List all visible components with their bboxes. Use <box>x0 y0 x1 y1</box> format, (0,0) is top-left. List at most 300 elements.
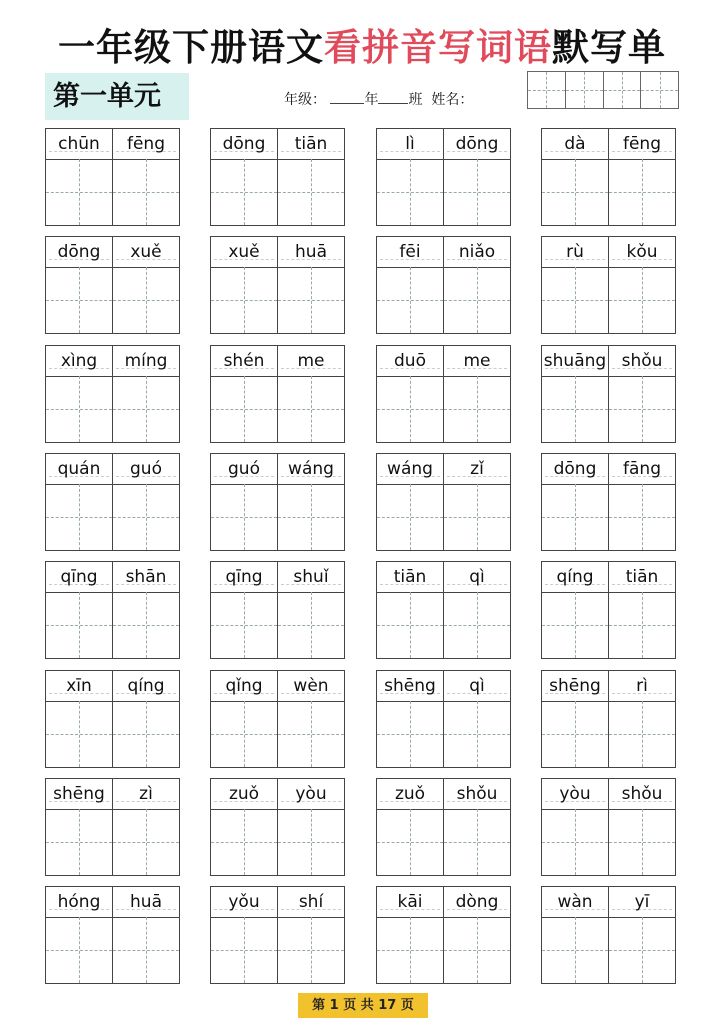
writing-area <box>377 701 510 767</box>
pinyin-text: fāng <box>623 459 661 479</box>
writing-area <box>377 917 510 983</box>
pinyin-cell <box>46 887 113 917</box>
pinyin-text: tiān <box>294 134 328 154</box>
writing-area <box>377 484 510 550</box>
tianzige-cell[interactable] <box>377 376 444 442</box>
writing-area <box>542 267 675 333</box>
pinyin-cell <box>377 671 444 701</box>
pinyin-cell <box>46 671 113 701</box>
pinyin-cell <box>444 562 510 592</box>
pinyin-text: shǒu <box>621 351 663 371</box>
word-card <box>210 128 345 226</box>
tianzige-cell[interactable] <box>46 809 113 875</box>
tianzige-cell[interactable] <box>278 701 344 767</box>
word-card <box>45 453 180 551</box>
pinyin-cell <box>444 237 510 267</box>
tianzige-cell[interactable] <box>211 376 278 442</box>
tianzige-cell[interactable] <box>609 159 675 225</box>
pinyin-row <box>46 346 179 377</box>
pinyin-row <box>377 779 510 810</box>
tianzige-cell[interactable] <box>46 917 113 983</box>
pinyin-text: dōng <box>553 459 597 479</box>
pinyin-row <box>46 562 179 593</box>
writing-area <box>211 267 344 333</box>
tianzige-cell[interactable] <box>46 701 113 767</box>
pinyin-cell <box>46 129 113 159</box>
pinyin-row <box>542 237 675 268</box>
pinyin-cell <box>377 129 444 159</box>
writing-area <box>542 484 675 550</box>
pinyin-row <box>377 562 510 593</box>
pinyin-text: dōng <box>57 242 101 262</box>
pinyin-cell <box>46 562 113 592</box>
tianzige-cell[interactable] <box>46 592 113 658</box>
word-card <box>45 345 180 443</box>
pinyin-cell <box>46 779 113 809</box>
tianzige-cell[interactable] <box>609 809 675 875</box>
pinyin-row <box>211 237 344 268</box>
pinyin-row <box>542 129 675 160</box>
pinyin-row <box>211 346 344 377</box>
writing-area <box>377 376 510 442</box>
tianzige-cell[interactable] <box>113 917 179 983</box>
writing-area <box>211 484 344 550</box>
pinyin-text: qīng <box>60 567 98 587</box>
pinyin-text: zuǒ <box>394 784 426 804</box>
tianzige-cell[interactable] <box>278 267 344 333</box>
pinyin-cell <box>211 562 278 592</box>
tianzige-cell[interactable] <box>542 917 609 983</box>
tianzige-cell[interactable] <box>46 484 113 550</box>
pinyin-text: tiān <box>625 567 659 587</box>
pinyin-text: shǒu <box>621 784 663 804</box>
pinyin-cell <box>113 454 179 484</box>
tianzige-cell[interactable] <box>113 376 179 442</box>
pinyin-row <box>46 237 179 268</box>
pinyin-cell <box>542 129 609 159</box>
word-card <box>541 128 676 226</box>
tianzige-cell[interactable] <box>542 267 609 333</box>
word-card <box>541 453 676 551</box>
pinyin-cell <box>46 454 113 484</box>
word-card <box>210 345 345 443</box>
writing-area <box>46 701 179 767</box>
pinyin-text: shǒu <box>456 784 498 804</box>
title-part-2: 默写单 <box>552 25 666 69</box>
pinyin-cell <box>113 671 179 701</box>
tianzige-cell[interactable] <box>542 809 609 875</box>
pinyin-cell <box>211 454 278 484</box>
pinyin-text: tiān <box>393 567 427 587</box>
tianzige-cell[interactable] <box>542 701 609 767</box>
pinyin-text: qǐng <box>225 676 263 696</box>
tianzige-cell[interactable] <box>211 701 278 767</box>
pinyin-cell <box>444 454 510 484</box>
writing-area <box>542 376 675 442</box>
pinyin-text: fēi <box>399 242 421 262</box>
pinyin-text: dà <box>564 134 586 154</box>
pinyin-row <box>377 887 510 918</box>
word-card <box>210 453 345 551</box>
pinyin-text: shēng <box>53 784 105 804</box>
tianzige-cell[interactable] <box>113 159 179 225</box>
pinyin-cell <box>444 887 510 917</box>
pinyin-cell <box>542 237 609 267</box>
tianzige-cell[interactable] <box>377 917 444 983</box>
writing-area <box>211 917 344 983</box>
pinyin-cell <box>542 562 609 592</box>
word-card <box>541 561 676 659</box>
tianzige-cell[interactable] <box>444 267 510 333</box>
pinyin-cell <box>609 346 675 376</box>
word-card <box>376 778 511 876</box>
word-card <box>376 128 511 226</box>
pinyin-cell <box>609 887 675 917</box>
tianzige-cell[interactable] <box>211 267 278 333</box>
pinyin-cell <box>609 237 675 267</box>
tianzige-cell[interactable] <box>444 484 510 550</box>
pinyin-cell <box>46 346 113 376</box>
pinyin-cell <box>113 779 179 809</box>
tianzige-cell[interactable] <box>113 484 179 550</box>
pinyin-cell <box>444 671 510 701</box>
pinyin-text: huā <box>295 242 327 262</box>
tianzige-cell[interactable] <box>211 484 278 550</box>
pinyin-cell <box>542 779 609 809</box>
pinyin-text: wàn <box>557 892 593 912</box>
word-card <box>210 236 345 334</box>
pinyin-row <box>211 129 344 160</box>
pinyin-text: xuě <box>228 242 260 262</box>
word-card <box>376 345 511 443</box>
tianzige-cell[interactable] <box>211 809 278 875</box>
pinyin-text: shuǐ <box>293 567 329 587</box>
tianzige-cell[interactable] <box>542 376 609 442</box>
pinyin-cell <box>542 887 609 917</box>
pinyin-cell <box>278 454 344 484</box>
pinyin-text: shēng <box>384 676 436 696</box>
writing-area <box>542 701 675 767</box>
pinyin-cell <box>377 237 444 267</box>
name-cell[interactable] <box>528 72 566 108</box>
tianzige-cell[interactable] <box>113 809 179 875</box>
pinyin-text: huā <box>130 892 162 912</box>
pinyin-cell <box>211 237 278 267</box>
writing-area <box>46 267 179 333</box>
pinyin-text: zuǒ <box>228 784 260 804</box>
pinyin-cell <box>46 237 113 267</box>
pinyin-text: dòng <box>455 892 499 912</box>
word-card <box>376 670 511 768</box>
pinyin-cell <box>211 346 278 376</box>
tianzige-cell[interactable] <box>113 267 179 333</box>
writing-area <box>542 809 675 875</box>
pinyin-text: qì <box>469 676 485 696</box>
tianzige-cell[interactable] <box>278 484 344 550</box>
tianzige-cell[interactable] <box>278 376 344 442</box>
tianzige-cell[interactable] <box>444 592 510 658</box>
word-card <box>210 886 345 984</box>
pinyin-row <box>46 887 179 918</box>
pinyin-cell <box>113 562 179 592</box>
pinyin-row <box>46 454 179 485</box>
pinyin-text: rù <box>566 242 584 262</box>
pinyin-cell <box>377 454 444 484</box>
tianzige-cell[interactable] <box>444 701 510 767</box>
name-cell[interactable] <box>641 72 678 108</box>
pinyin-cell <box>542 454 609 484</box>
word-card <box>210 670 345 768</box>
word-card <box>376 561 511 659</box>
tianzige-cell[interactable] <box>211 917 278 983</box>
writing-area <box>377 809 510 875</box>
pinyin-text: yòu <box>295 784 327 804</box>
pinyin-text: yī <box>634 892 650 912</box>
word-card <box>541 886 676 984</box>
pinyin-row <box>542 346 675 377</box>
pinyin-row <box>377 671 510 702</box>
pinyin-text: me <box>463 351 491 371</box>
word-card <box>45 128 180 226</box>
writing-area <box>211 376 344 442</box>
pinyin-text: kǒu <box>626 242 658 262</box>
pinyin-cell <box>377 779 444 809</box>
writing-area <box>211 809 344 875</box>
writing-area <box>46 917 179 983</box>
writing-area <box>542 159 675 225</box>
pinyin-text: zǐ <box>470 459 484 479</box>
pinyin-cell <box>278 779 344 809</box>
pinyin-cell <box>444 779 510 809</box>
pinyin-text: dōng <box>455 134 499 154</box>
pinyin-cell <box>444 346 510 376</box>
pinyin-row <box>211 887 344 918</box>
pinyin-cell <box>278 237 344 267</box>
pinyin-cell <box>211 779 278 809</box>
title-part-highlight: 看拼音写词语 <box>324 25 552 69</box>
title-part-1: 一年级下册语文 <box>58 25 324 69</box>
pinyin-text: dōng <box>222 134 266 154</box>
pinyin-row <box>377 129 510 160</box>
year-blank[interactable] <box>330 89 364 104</box>
pinyin-row <box>211 562 344 593</box>
tianzige-cell[interactable] <box>542 484 609 550</box>
writing-area <box>211 592 344 658</box>
word-card <box>376 886 511 984</box>
tianzige-cell[interactable] <box>46 159 113 225</box>
name-cell[interactable] <box>566 72 604 108</box>
writing-area <box>211 701 344 767</box>
pinyin-row <box>46 129 179 160</box>
pinyin-text: xīn <box>66 676 92 696</box>
pinyin-text: xuě <box>130 242 162 262</box>
pinyin-row <box>211 779 344 810</box>
pinyin-text: guó <box>228 459 260 479</box>
tianzige-cell[interactable] <box>211 159 278 225</box>
tianzige-cell[interactable] <box>377 701 444 767</box>
class-suffix: 班 <box>408 92 423 108</box>
pinyin-cell <box>377 887 444 917</box>
word-card <box>45 561 180 659</box>
grade-label: 年级： <box>284 92 326 108</box>
pinyin-cell <box>278 671 344 701</box>
pinyin-text: fēng <box>126 134 165 154</box>
word-card <box>45 236 180 334</box>
tianzige-cell[interactable] <box>113 701 179 767</box>
pinyin-cell <box>113 237 179 267</box>
pinyin-text: guó <box>130 459 162 479</box>
pinyin-cell <box>211 887 278 917</box>
tianzige-cell[interactable] <box>444 809 510 875</box>
pinyin-cell <box>278 562 344 592</box>
word-card <box>541 345 676 443</box>
pinyin-text: niǎo <box>458 242 496 262</box>
pinyin-text: qíng <box>556 567 594 587</box>
word-card <box>45 670 180 768</box>
pinyin-cell <box>113 129 179 159</box>
pinyin-text: me <box>297 351 325 371</box>
pinyin-text: shān <box>125 567 167 587</box>
pinyin-text: quán <box>57 459 101 479</box>
pinyin-cell <box>542 671 609 701</box>
writing-area <box>46 809 179 875</box>
writing-area <box>542 592 675 658</box>
pinyin-text: fēng <box>622 134 661 154</box>
pinyin-text: qīng <box>225 567 263 587</box>
writing-area <box>211 159 344 225</box>
tianzige-cell[interactable] <box>444 159 510 225</box>
writing-area <box>46 484 179 550</box>
pinyin-text: shēng <box>549 676 601 696</box>
word-card <box>45 778 180 876</box>
word-card <box>210 778 345 876</box>
word-card <box>376 453 511 551</box>
pinyin-row <box>542 454 675 485</box>
tianzige-cell[interactable] <box>609 917 675 983</box>
writing-area <box>46 592 179 658</box>
tianzige-cell[interactable] <box>46 376 113 442</box>
writing-area <box>46 159 179 225</box>
pinyin-text: qì <box>469 567 485 587</box>
tianzige-cell[interactable] <box>444 917 510 983</box>
pinyin-cell <box>278 346 344 376</box>
pinyin-text: kāi <box>397 892 423 912</box>
name-writing-grid[interactable] <box>527 71 679 109</box>
pinyin-text: lì <box>405 134 415 154</box>
tianzige-cell[interactable] <box>211 592 278 658</box>
word-card <box>541 236 676 334</box>
tianzige-cell[interactable] <box>278 592 344 658</box>
pinyin-row <box>46 779 179 810</box>
tianzige-cell[interactable] <box>444 376 510 442</box>
writing-area <box>377 159 510 225</box>
word-card <box>541 778 676 876</box>
pinyin-cell <box>113 887 179 917</box>
pinyin-row <box>46 671 179 702</box>
pinyin-cell <box>377 562 444 592</box>
pinyin-text: míng <box>124 351 168 371</box>
tianzige-cell[interactable] <box>377 484 444 550</box>
pinyin-text: wáng <box>387 459 433 479</box>
tianzige-cell[interactable] <box>377 159 444 225</box>
pinyin-text: shí <box>298 892 324 912</box>
pinyin-text: xìng <box>60 351 98 371</box>
pinyin-cell <box>444 129 510 159</box>
pinyin-text: duō <box>394 351 426 371</box>
pinyin-cell <box>377 346 444 376</box>
tianzige-cell[interactable] <box>278 159 344 225</box>
pinyin-cell <box>113 346 179 376</box>
word-card <box>45 886 180 984</box>
tianzige-cell[interactable] <box>278 917 344 983</box>
unit-label: 第一单元 <box>53 81 161 112</box>
pinyin-row <box>542 671 675 702</box>
pinyin-text: wèn <box>293 676 329 696</box>
word-card <box>376 236 511 334</box>
tianzige-cell[interactable] <box>377 267 444 333</box>
name-cell[interactable] <box>604 72 642 108</box>
tianzige-cell[interactable] <box>609 376 675 442</box>
pinyin-cell <box>609 129 675 159</box>
tianzige-cell[interactable] <box>542 592 609 658</box>
tianzige-cell[interactable] <box>609 484 675 550</box>
pinyin-row <box>211 671 344 702</box>
pinyin-row <box>542 562 675 593</box>
pinyin-row <box>377 237 510 268</box>
pinyin-text: shén <box>223 351 265 371</box>
pinyin-text: yǒu <box>228 892 260 912</box>
pinyin-cell <box>609 454 675 484</box>
pinyin-row <box>542 887 675 918</box>
pinyin-row <box>542 779 675 810</box>
tianzige-cell[interactable] <box>377 592 444 658</box>
pinyin-text: shuāng <box>543 351 607 371</box>
worksheet-title <box>0 22 724 72</box>
pinyin-text: yòu <box>559 784 591 804</box>
pinyin-cell <box>542 346 609 376</box>
unit-badge <box>45 73 189 120</box>
pinyin-text: chūn <box>58 134 100 154</box>
tianzige-cell[interactable] <box>46 267 113 333</box>
tianzige-cell[interactable] <box>278 809 344 875</box>
writing-area <box>46 376 179 442</box>
pinyin-text: hóng <box>57 892 101 912</box>
pinyin-row <box>377 454 510 485</box>
pinyin-cell <box>609 562 675 592</box>
tianzige-cell[interactable] <box>377 809 444 875</box>
tianzige-cell[interactable] <box>113 592 179 658</box>
pinyin-text: qíng <box>127 676 165 696</box>
pinyin-cell <box>609 671 675 701</box>
year-suffix: 年 <box>364 92 379 108</box>
pinyin-cell <box>211 129 278 159</box>
writing-area <box>542 917 675 983</box>
pinyin-text: rì <box>636 676 648 696</box>
tianzige-cell[interactable] <box>609 267 675 333</box>
pinyin-row <box>211 454 344 485</box>
pinyin-cell <box>278 129 344 159</box>
class-blank[interactable] <box>378 89 408 104</box>
pinyin-text: wáng <box>288 459 334 479</box>
name-label: 姓名： <box>431 92 474 108</box>
tianzige-cell[interactable] <box>609 592 675 658</box>
pinyin-row <box>377 346 510 377</box>
word-card <box>210 561 345 659</box>
writing-area <box>377 592 510 658</box>
tianzige-cell[interactable] <box>609 701 675 767</box>
pinyin-cell <box>211 671 278 701</box>
tianzige-cell[interactable] <box>542 159 609 225</box>
